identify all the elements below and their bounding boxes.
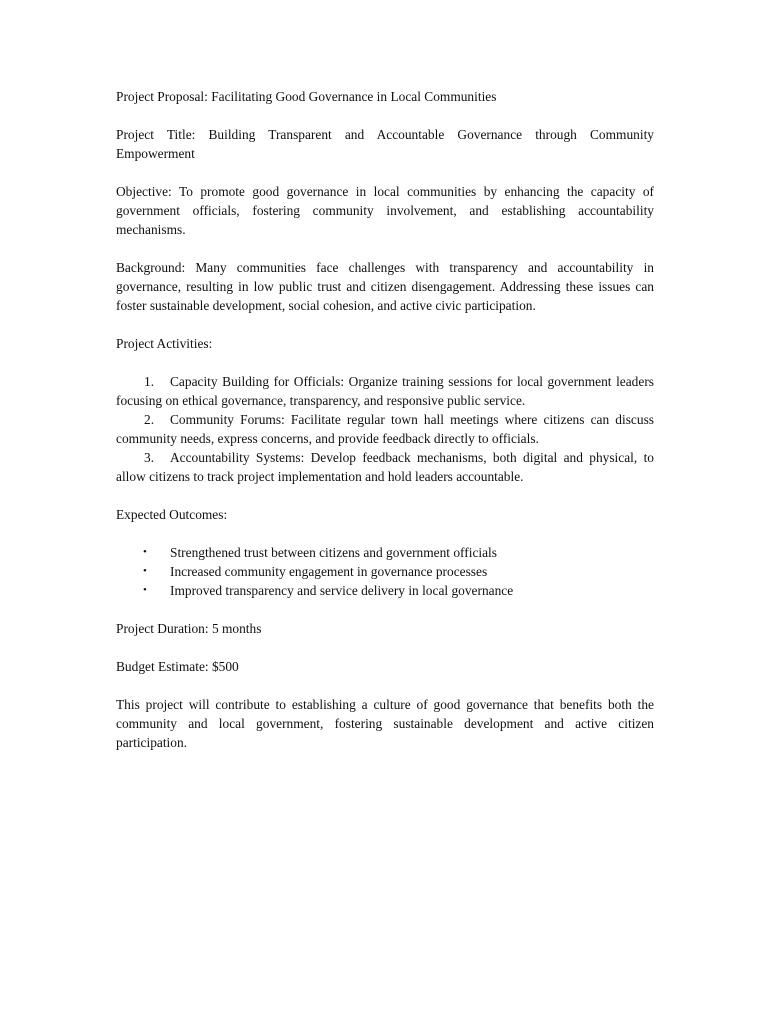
bullet-icon: • bbox=[143, 565, 147, 577]
list-item-text: Community Forums: Facilitate regular town hall meetings where citizens can discuss community needs, express concerns, and provide feedback directly to officials. bbox=[116, 412, 654, 446]
list-number: 2. bbox=[144, 412, 155, 427]
budget-estimate: Budget Estimate: $500 bbox=[116, 659, 239, 674]
outcomes-heading: Expected Outcomes: bbox=[116, 507, 228, 522]
list-item bbox=[116, 562, 654, 581]
list-item-text: Increased community engagement in governance processes bbox=[170, 564, 488, 579]
project-duration: Project Duration: 5 months bbox=[116, 621, 262, 636]
list-number: 1. bbox=[144, 374, 155, 389]
list-item-text: Strengthened trust between citizens and government officials bbox=[170, 545, 497, 560]
list-item bbox=[116, 581, 654, 600]
activities-heading: Project Activities: bbox=[116, 336, 213, 351]
list-item-text: Improved transparency and service delivery in local governance bbox=[170, 583, 514, 598]
project-title: Project Title: Building Transparent and Accountable Governance through Community Empowerment bbox=[116, 127, 654, 161]
objective-paragraph: Objective: To promote good governance in local communities by enhancing the capacity of government officials, fostering community involvement, and establishing accountability mechanisms. bbox=[116, 184, 654, 237]
bullet-icon: • bbox=[143, 546, 147, 558]
conclusion-paragraph: This project will contribute to establishing a culture of good governance that benefits both the community and local government, fostering sustainable development and active citizen participation. bbox=[116, 697, 654, 750]
document-heading: Project Proposal: Facilitating Good Governance in Local Communities bbox=[116, 89, 497, 104]
list-item-text: Accountability Systems: Develop feedback mechanisms, both digital and physical, to allow citizens to track project implementation and hold leaders accountable. bbox=[116, 450, 654, 484]
list-number: 3. bbox=[144, 450, 155, 465]
list-item-text: Capacity Building for Officials: Organize training sessions for local government leaders focusing on ethical governance, transparency, and responsive public service. bbox=[116, 374, 654, 408]
list-item bbox=[116, 410, 654, 448]
list-item bbox=[116, 372, 654, 410]
list-item bbox=[116, 543, 654, 562]
outcomes-list bbox=[116, 543, 654, 600]
background-paragraph: Background: Many communities face challenges with transparency and accountability in governance, resulting in low public trust and citizen disengagement. Addressing these issues can foster sustainable development, social cohesion, and active civic participation. bbox=[116, 260, 654, 313]
activities-list bbox=[116, 372, 654, 486]
document-body bbox=[116, 87, 654, 771]
bullet-icon: • bbox=[143, 584, 147, 596]
list-item bbox=[116, 448, 654, 486]
